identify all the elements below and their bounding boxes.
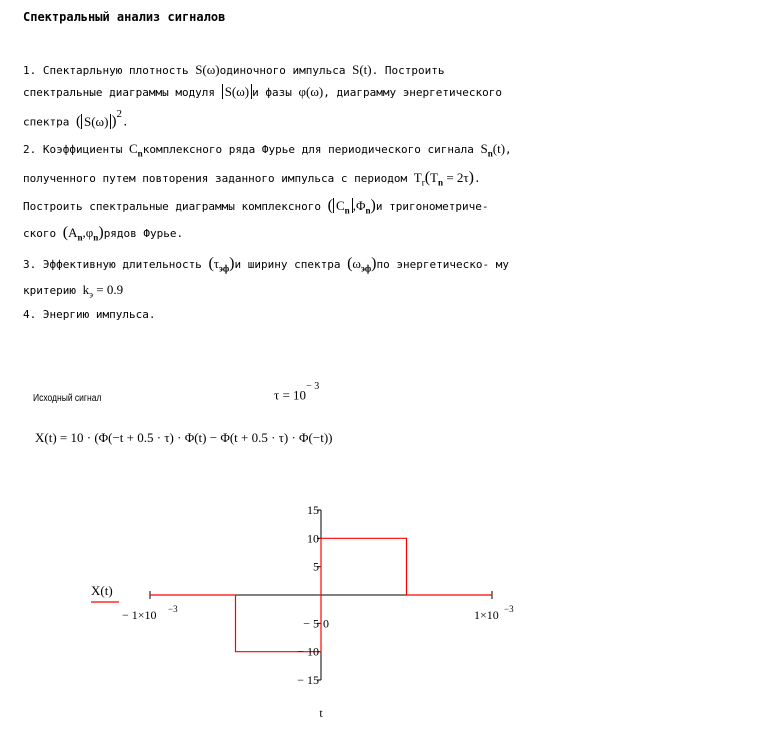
task-3-text-c: по энергетическо- му [376,258,509,271]
t-r: T [413,170,422,185]
phi-n: ,Φ [352,198,366,213]
t-n: T [430,170,438,185]
phi-small-n: ,φ [82,225,94,240]
x-max-exp: −3 [504,604,514,614]
a-n: A [68,225,78,240]
task-2-line-2: полученного путем повторения заданного импульса с периодом $T_r(T_n = 2\tau)$. [23,169,481,188]
a-n-sub: n [77,232,83,243]
k-e-val: = 0.9 [93,282,124,297]
legend-label: X(t) [91,583,113,598]
y-tick-label: 10 [307,531,319,546]
series-line-x-t [150,538,492,651]
task-1-text-g: спектра [23,115,76,129]
c-abs: C [335,198,345,213]
t-r-sub: r [421,177,425,188]
task-3-text-b: и ширину спектра [234,258,348,271]
comma: , [505,143,512,156]
omega-ef-sub: эф [360,263,372,274]
task-1-text-b: одиночного импульса [219,64,353,77]
tau-ef: τ [213,256,219,271]
paren-open: ( [75,113,81,130]
paren-close: ) [111,113,117,130]
task-2-text-g: рядов Фурье. [103,227,184,240]
t-n-eq: = 2τ [443,170,469,185]
sn-t: (t) [492,141,506,156]
tau-eq: τ = 10 [274,387,307,403]
cn-c: C [128,141,138,156]
tau-exp: − 3 [306,381,320,392]
task-2-text-d: Построить спектральные диаграммы комплексного [23,200,328,213]
phi-n-sub: n [365,205,371,216]
y-tick-label: − 10 [297,644,319,659]
chart-series [150,538,492,651]
task-2-text-f: ского [23,227,63,240]
c-abs-sub: n [344,205,350,216]
task-1-text-a: 1. Спектарльную плотность [23,64,196,77]
task-2-text-b: комплексного ряда Фурье для периодического сигнала [142,143,481,156]
cn-n: n [137,148,143,159]
task-1-text-f: , диаграмму энергетического [323,86,503,99]
omega-ef: ω [352,256,361,271]
x-origin-label: 0 [323,616,329,631]
chart-labels [91,503,514,720]
s-t: S(t) [352,62,372,77]
signal-formula: X(t) = 10 · (Φ(−t + 0.5 · τ) · Φ(t) − Φ(t + 0.5 · τ) · Φ(−t)) [35,430,333,445]
phi-small-n-sub: n [93,232,99,243]
y-tick-label: 15 [307,503,319,517]
abs-s-omega: S(ω) [222,84,252,99]
signal-label: Исходный сигнал [33,393,102,404]
task-2-text-e: и тригонометриче- [375,200,489,213]
task-3-line-1: 3. Эффективную длительность $(\tau_{эф})и$ ширину спектра $(\omega_{эф})по$ энергетическо- му [23,255,509,274]
y-tick-label: − 15 [297,673,319,687]
task-3-text-d: критерию [23,284,83,297]
x-min-label: − 1×10 [122,608,157,622]
k-e-sub: э [89,289,94,300]
dot-2: . [473,172,481,185]
x-axis-label: t [319,706,323,720]
square-exp: 2 [116,108,122,120]
task-2-text-c: полученного путем повторения заданного импульса с периодом [23,172,414,185]
task-1-text-e: и фазы [252,86,299,99]
task-2-line-4: ского $(A_n,\varphi_n)рядов$ Фурье. [23,224,184,243]
task-3-text-a: 3. Эффективную длительность [23,258,209,271]
k-e: k [82,282,90,297]
sn-s: S [480,141,488,156]
y-tick-label: 5 [313,559,319,574]
t-n-sub: n [438,177,444,188]
dot: . [121,115,129,129]
y-tick-label: − 5 [303,616,319,631]
page-title: Спектральный анализ сигналов [23,10,226,24]
task-1-text-d: спектральные диаграммы модуля [23,86,222,99]
task-1-text-c: . Построить [371,64,445,77]
task-2-line-3: Построить спектральные диаграммы комплексного ( $C_n$ $,\Phi_n)и$ тригонометриче- [23,197,489,216]
sn-n: n [487,148,493,159]
abs-s-omega-2: S(ω) [81,114,111,129]
task-4: 4. Энергию импульса. [23,308,156,321]
task-2-text-a: 2. Коэффициенты [23,143,129,156]
tau-ef-sub: эф [219,263,230,274]
s-omega: S(ω) [195,62,220,77]
x-max-label: 1×10 [474,608,499,622]
x-min-exp: −3 [168,604,178,614]
phi-omega: φ(ω) [298,84,324,99]
